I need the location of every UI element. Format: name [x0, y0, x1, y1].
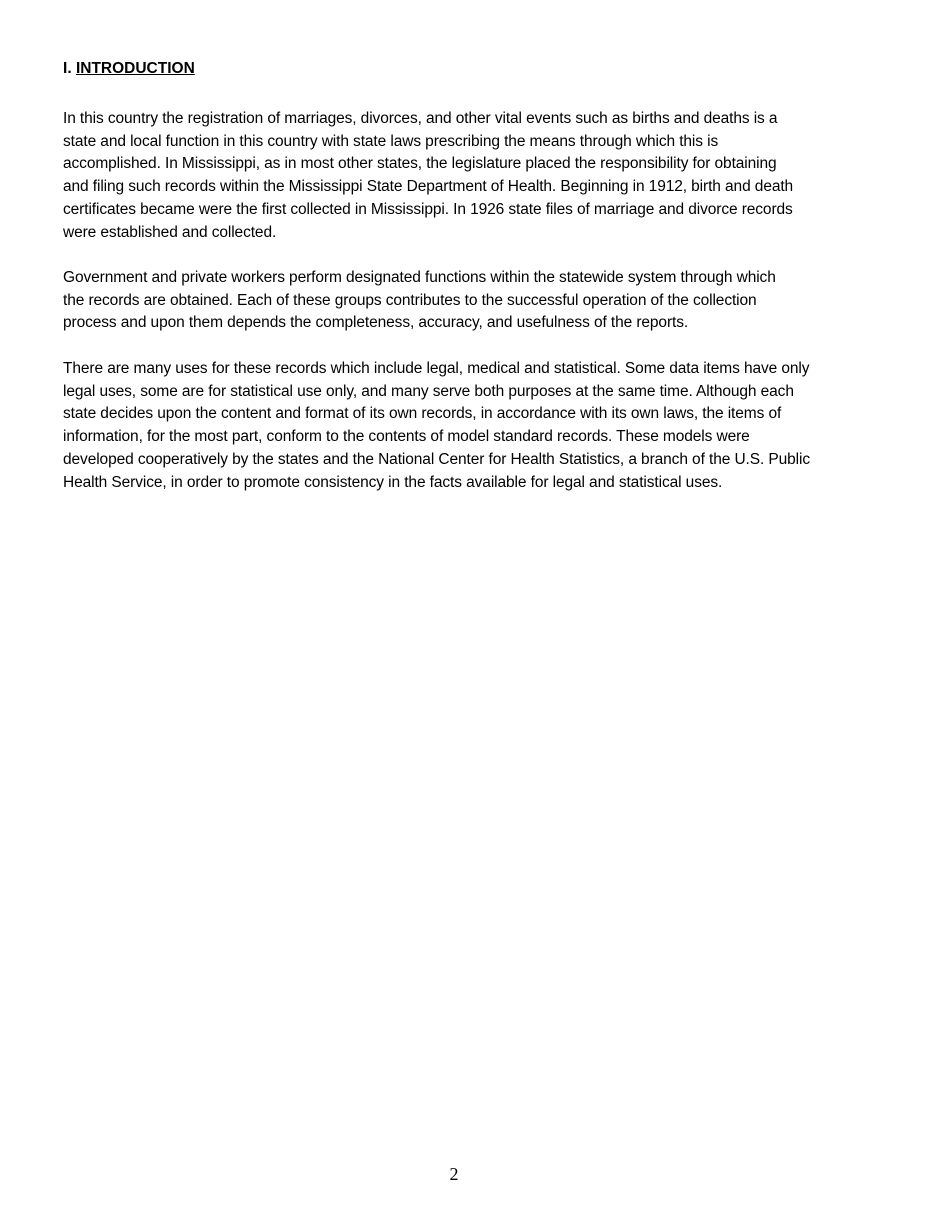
section-heading	[63, 59, 195, 79]
paragraph-workers	[63, 267, 903, 335]
paragraph-line: state and local function in this country with state laws prescribing the means through which this is	[63, 132, 719, 150]
section-number: I	[63, 60, 68, 77]
paragraph-line: information, for the most part, conform to the contents of model standard records. These models were	[63, 428, 750, 446]
paragraph-uses	[63, 358, 903, 494]
section-separator: .	[67, 60, 72, 77]
paragraph-line: were established and collected.	[63, 223, 277, 241]
paragraph-line: legal uses, some are for statistical use only, and many serve both purposes at the same time. Although each	[63, 382, 794, 400]
paragraph-line: and filing such records within the Mississippi State Department of Health. Beginning in 1912, birth and death	[63, 178, 794, 196]
paragraph-line: certificates became were the first collected in Mississippi. In 1926 state files of marriage and divorce records	[63, 200, 793, 218]
paragraph-registration	[63, 108, 903, 244]
paragraph-line: state decides upon the content and format of its own records, in accordance with its own laws, the items of	[63, 405, 782, 423]
paragraph-line: In this country the registration of marriages, divorces, and other vital events such as births and deaths is a	[63, 110, 778, 127]
section-title: INTRODUCTION	[75, 60, 195, 77]
paragraph-line: Government and private workers perform designated functions within the statewide system through which	[63, 269, 776, 286]
paragraph-line: accomplished. In Mississippi, as in most other states, the legislature placed the responsibility for obtaining	[63, 155, 777, 173]
paragraph-line: Health Service, in order to promote consistency in the facts available for legal and statistical uses.	[63, 473, 723, 491]
page-number: 2	[449, 1164, 459, 1184]
paragraph-line: developed cooperatively by the states and the National Center for Health Statistics, a branch of the U.S. Public	[63, 450, 811, 468]
paragraph-line: process and upon them depends the completeness, accuracy, and usefulness of the reports.	[63, 314, 689, 332]
paragraph-line: There are many uses for these records which include legal, medical and statistical. Some data items have only	[63, 360, 810, 377]
paragraph-line: the records are obtained. Each of these groups contributes to the successful operation of the collection	[63, 291, 757, 309]
